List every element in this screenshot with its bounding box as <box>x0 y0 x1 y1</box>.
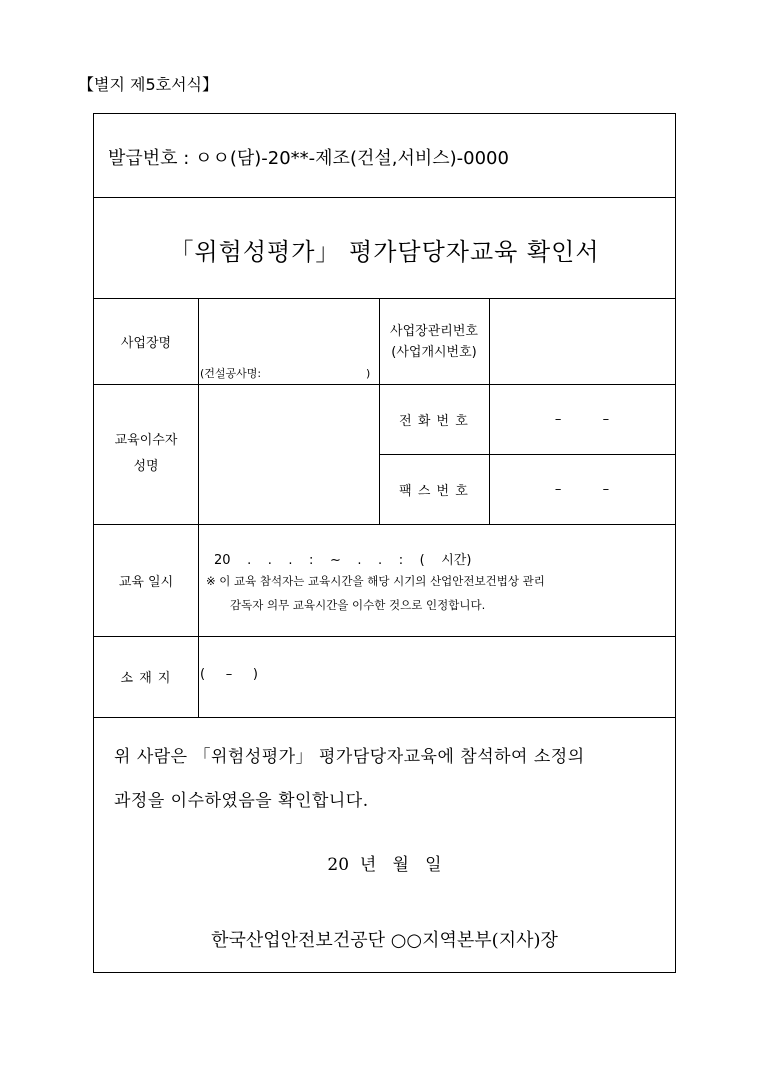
issue-date: 20 년 월 일 <box>327 855 442 875</box>
management-number-label-line1: 사업장관리번호 <box>390 323 478 339</box>
fax-label: 팩 스 번 호 <box>399 483 469 499</box>
issuer-signature: 한국산업안전보건공단 ○○지역본부(지사)장 <box>211 930 558 951</box>
issue-number-row <box>94 114 675 198</box>
confirmation-line-2: 과정을 이수하였음을 확인합니다. <box>114 791 369 811</box>
trainee-name-label <box>94 384 198 524</box>
training-date-label: 교육 일시 <box>118 574 174 590</box>
trainee-name-label-line1: 교육이수자 <box>114 433 178 448</box>
workplace-label: 사업장명 <box>120 336 172 351</box>
construction-name-hint: (건설공사명: ) <box>200 367 371 380</box>
trainee-name-label-line2: 성명 <box>133 459 159 474</box>
confirmation-divider <box>94 717 675 718</box>
phone-value: – – <box>554 411 610 427</box>
management-number-label <box>379 299 489 384</box>
form-label: 【별지 제5호서식】 <box>78 75 219 94</box>
management-number-label-line2: (사업개시번호) <box>391 344 477 360</box>
note-line-1: ※ 이 교육 참석자는 교육시간을 해당 시기의 산업안전보건법상 관리 <box>206 574 545 588</box>
confirmation-line-1: 위 사람은 「위험성평가」 평가담당자교육에 참석하여 소정의 <box>114 747 585 767</box>
info-table <box>94 299 675 717</box>
title-row <box>94 198 675 299</box>
location-label: 소 재 지 <box>120 671 172 686</box>
document-title: 「위험성평가」 평가담당자교육 확인서 <box>169 238 600 266</box>
fax-value: – – <box>554 481 610 497</box>
training-date-value: 20 . . . : ~ . . : ( 시간) <box>214 553 472 568</box>
issue-number: 발급번호 : ㅇㅇ(담)-20**-제조(건설,서비스)-0000 <box>108 148 509 169</box>
phone-label: 전 화 번 호 <box>399 413 469 429</box>
note-line-2: 감독자 의무 교육시간을 이수한 것으로 인정합니다. <box>230 598 486 612</box>
location-value: ( – ) <box>200 667 258 682</box>
table-divider <box>198 299 199 717</box>
certificate-form <box>93 113 676 973</box>
